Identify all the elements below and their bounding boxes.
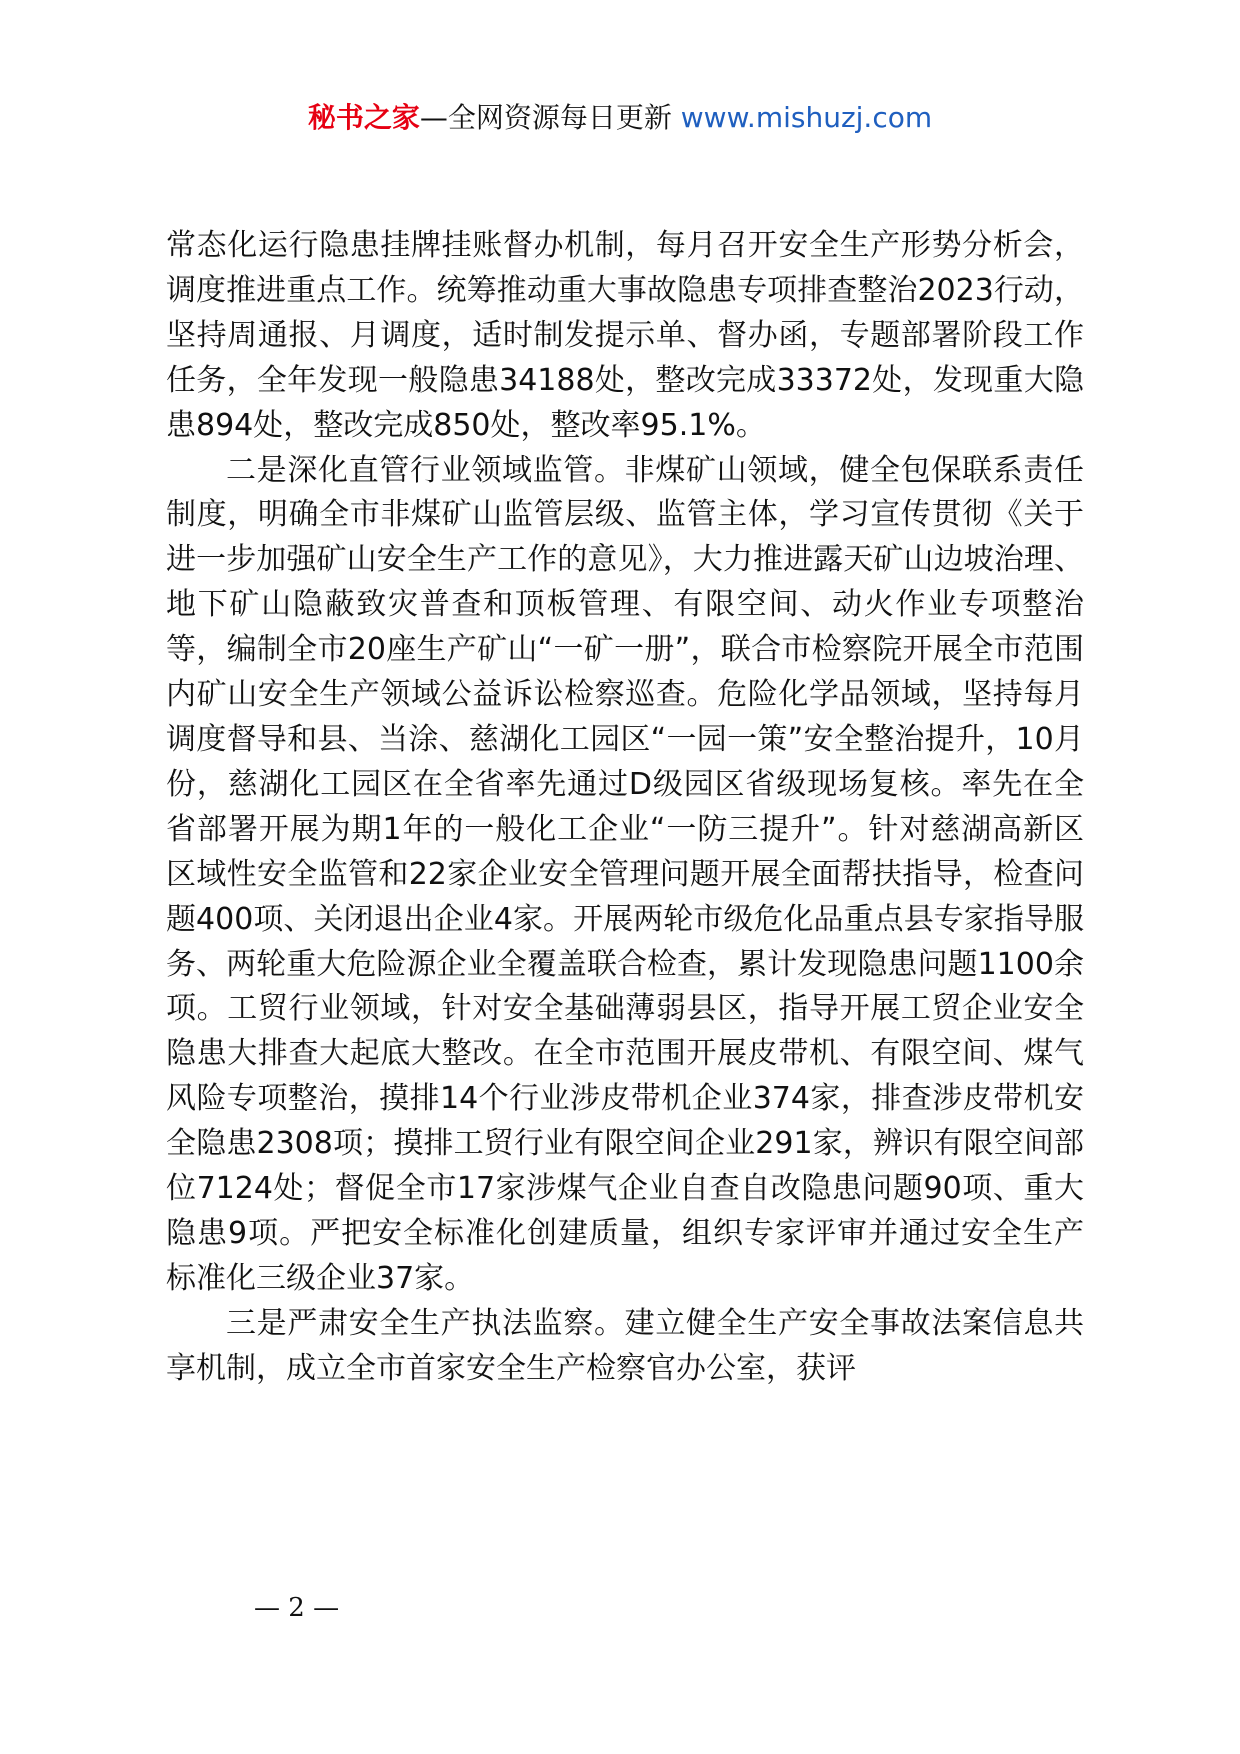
header-brand: 秘书之家 [307,101,420,134]
paragraph-law-enforcement: 三是严肃安全生产执法监察。建立健全生产安全事故法案信息共享机制，成立全市首家安全生产检察官办公室，获评 [166,1305,1084,1386]
header-tagline: —全网资源每日更新 [419,101,681,134]
paragraph-continued: 常态化运行隐患挂牌挂账督办机制，每月召开安全生产形势分析会，调度推进重点工作。统筹推动重大事故隐患专项排查整治2023行动，坚持周通报、月调度，适时制发提示单、督办函，专题部署阶段工作任务，全年发现一般隐患34188处，整改完成33372处，发现重大隐患894处，整改完成850处，整改率95.1%。 [166,228,1084,443]
document-body [166,224,1084,1392]
paragraph-industry-supervision: 二是深化直管行业领域监管。非煤矿山领域，健全包保联系责任制度，明确全市非煤矿山监管层级、监管主体，学习宣传贯彻《关于进一步加强矿山安全生产工作的意见》，大力推进露天矿山边坡治理、地下矿山隐蔽致灾普查和顶板管理、有限空间、动火作业专项整治等，编制全市20座生产矿山“一矿一册”，联合市检察院开展全市范围内矿山安全生产领域公益诉讼检察巡查。危险化学品领域，坚持每月调度督导和县、当涂、慈湖化工园区“一园一策”安全整治提升，10月份，慈湖化工园区在全省率先通过D级园区省级现场复核。率先在全省部署开展为期1年的一般化工企业“一防三提升”。针对慈湖高新区区域性安全监管和22家企业安全管理问题开展全面帮扶指导，检查问题400项、关闭退出企业4家。开展两轮市级危化品重点县专家指导服务、两轮重大危险源企业全覆盖联合检查，累计发现隐患问题1100余项。工贸行业领域，针对安全基础薄弱县区，指导开展工贸企业安全隐患大排查大起底大整改。在全市范围开展皮带机、有限空间、煤气风险专项整治，摸排14个行业涉皮带机企业374家，排查涉皮带机安全隐患2308项；摸排工贸行业有限空间企业291家，辨识有限空间部位7124处；督促全市17家涉煤气企业自查自改隐患问题90项、重大隐患9项。严把安全标准化创建质量，组织专家评审并通过安全生产标准化三级企业37家。 [166,452,1084,1296]
page-header [0,98,1240,138]
header-url-link[interactable]: www.mishuzj.com [680,101,933,134]
page-number: — 2 — [254,1593,340,1623]
